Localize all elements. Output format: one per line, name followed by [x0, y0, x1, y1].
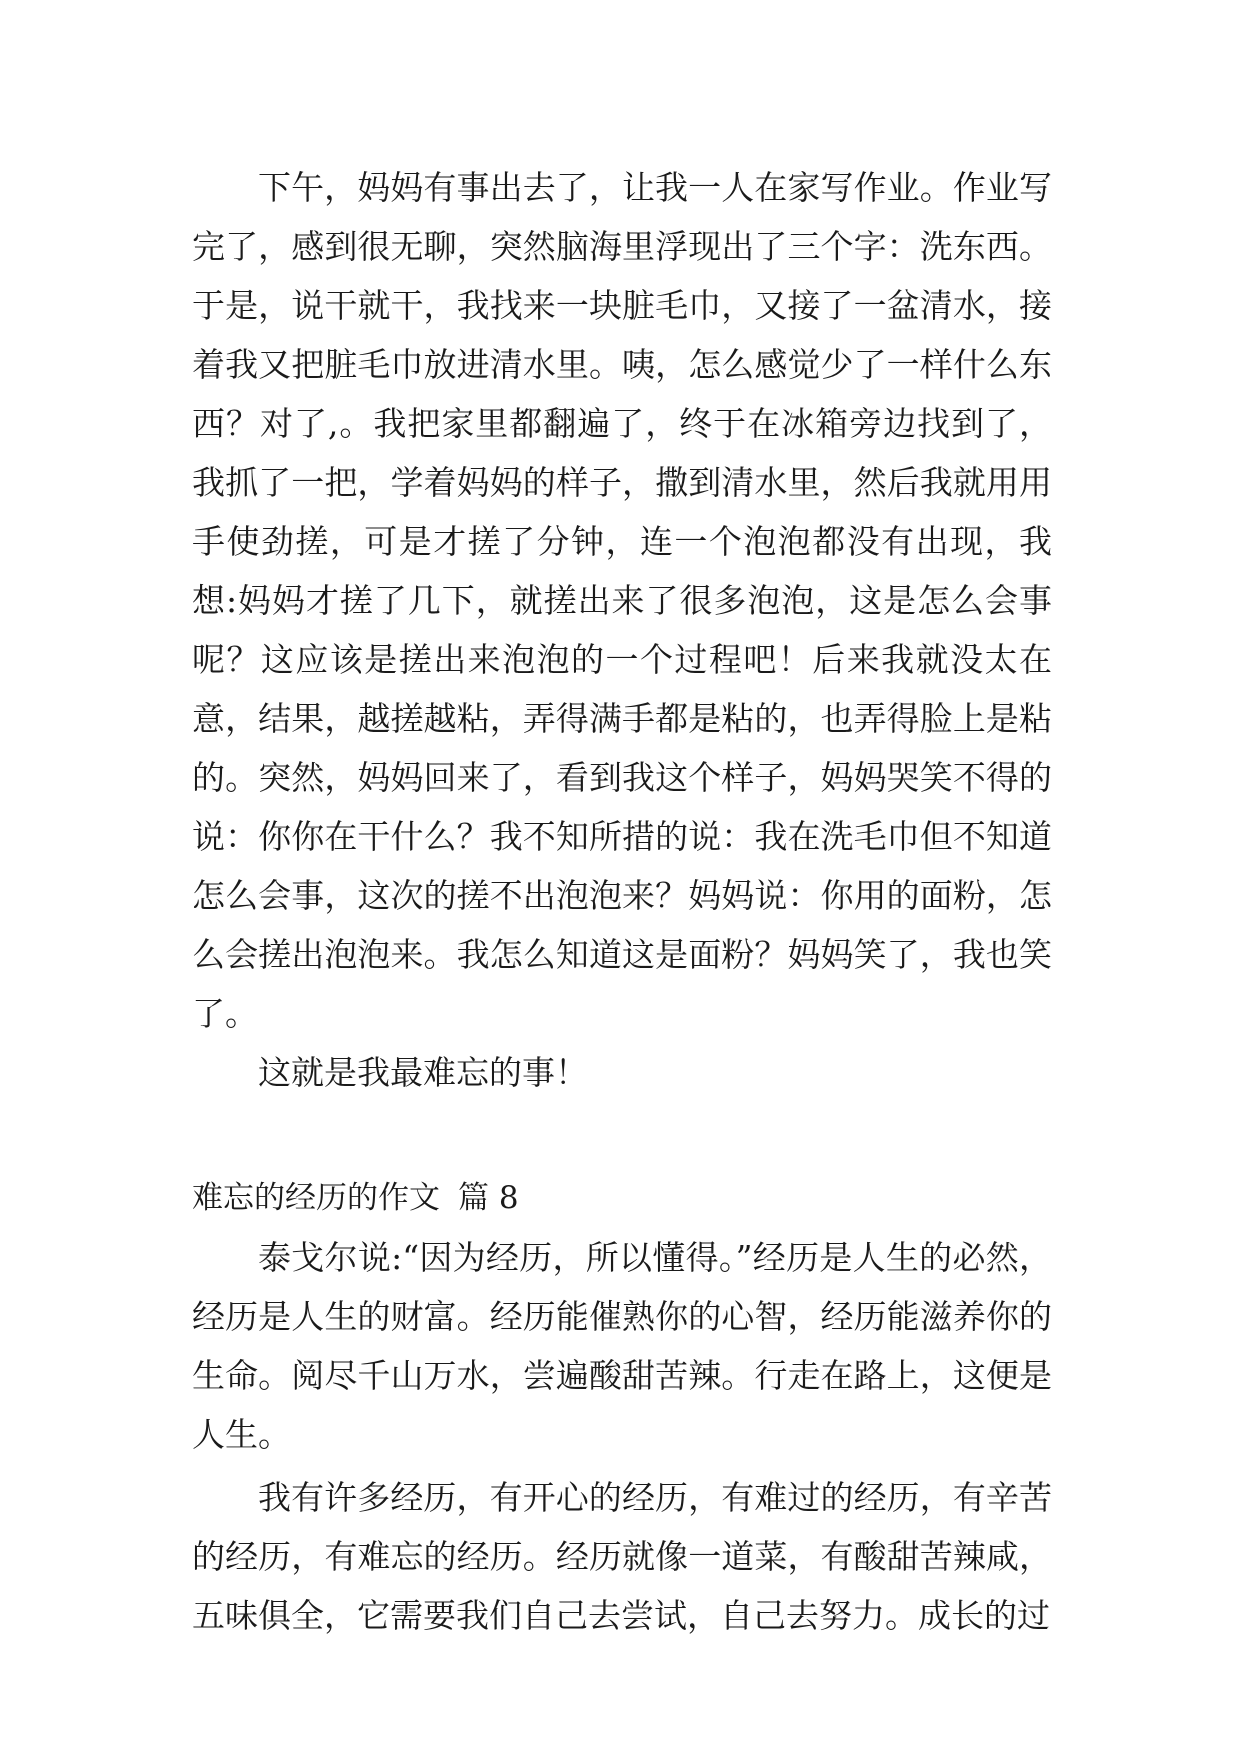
section-heading — [192, 1169, 1052, 1228]
section-heading-label: 篇 8 — [458, 1180, 519, 1216]
section-heading-title: 难忘的经历的作文 — [192, 1180, 440, 1216]
paragraph-experiences: 我有许多经历，有开心的经历，有难过的经历，有辛苦的经历，有难忘的经历。经历就像一道菜，有酸甜苦辣咸，五味俱全，它需要我们自己去尝试，自己去努力。成长的过 — [192, 1478, 1052, 1635]
paragraph-conclusion: 这就是我最难忘的事！ — [258, 1053, 588, 1092]
document-body — [192, 158, 1052, 1645]
paragraph-story: 下午，妈妈有事出去了，让我一人在家写作业。作业写完了，感到很无聊，突然脑海里浮现出了三个字：洗东西。于是，说干就干，我找来一块脏毛巾，又接了一盆清水，接着我又把脏毛巾放进清水里。咦，怎么感觉少了一样什么东西？对了,。我把家里都翻遍了，终于在冰箱旁边找到了，我抓了一把，学着妈妈的样子，撒到清水里，然后我就用用手使劲搓，可是才搓了分钟，连一个泡泡都没有出现，我想:妈妈才搓了几下，就搓出来了很多泡泡，这是怎么会事呢？这应该是搓出来泡泡的一个过程吧！后来我就没太在意，结果，越搓越粘，弄得满手都是粘的，也弄得脸上是粘的。突然，妈妈回来了，看到我这个样子，妈妈哭笑不得的说：你你在干什么？我不知所措的说：我在洗毛巾但不知道怎么会事，这次的搓不出泡泡来？妈妈说：你用的面粉，怎么会搓出泡泡来。我怎么知道这是面粉？妈妈笑了，我也笑了。 — [192, 168, 1052, 1033]
paragraph-quote: 泰戈尔说:“因为经历，所以懂得。”经历是人生的必然，经历是人生的财富。经历能催熟你的心智，经历能滋养你的生命。阅尽千山万水，尝遍酸甜苦辣。行走在路上，这便是人生。 — [192, 1238, 1052, 1454]
